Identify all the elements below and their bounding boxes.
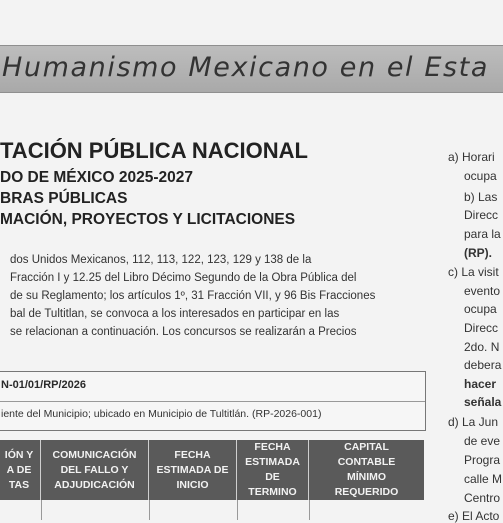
right-line: Direcc	[464, 208, 499, 222]
document-title: TACIÓN PÚBLICA NACIONAL	[0, 138, 308, 163]
paragraph-line-1: dos Unidos Mexicanos, 112, 113, 122, 123, 129 y 138 de la	[10, 254, 312, 266]
header-cell: FECHA ESTIMADA DE TERMINO	[236, 440, 308, 500]
right-line: calle M	[464, 472, 503, 486]
paragraph-line-5: se relacionan a continuación. Los concursos se realizarán a Precios	[10, 326, 357, 338]
banner-slogan: Humanismo Mexicano en el Esta	[2, 52, 489, 83]
subtitle-department: BRAS PÚBLICAS	[0, 190, 128, 207]
table-divider	[237, 500, 238, 520]
right-line: a) Horari	[448, 150, 495, 164]
header-cell: COMUNICACIÓN DEL FALLO Y ADJUDICACIÓN	[40, 440, 148, 500]
right-line: hacer	[464, 377, 497, 391]
right-line: ocupa	[464, 302, 497, 316]
table-header	[0, 440, 424, 500]
reference-number: N-01/01/RP/2026	[1, 379, 86, 391]
subtitle-direction: MACIÓN, PROYECTOS Y LICITACIONES	[0, 211, 296, 228]
right-line: (RP).	[464, 246, 492, 260]
right-line: Direcc	[464, 321, 499, 335]
right-line: Centro	[464, 491, 501, 505]
paragraph-line-3: de su Reglamento; los artículos 1º, 31 Fracción VII, y 96 Bis Fracciones	[10, 290, 376, 302]
right-line: para la	[464, 227, 501, 241]
right-line: 2do. N	[464, 340, 500, 354]
right-line: señala	[464, 395, 502, 409]
paragraph-line-2: Fracción I y 12.25 del Libro Décimo Segundo de la Obra Pública del	[10, 272, 357, 284]
right-line: Progra	[464, 453, 501, 467]
table-divider	[41, 500, 42, 520]
paragraph-line-4: bal de Tultitlan, se convoca a los interesados en participar en las	[10, 308, 340, 320]
reference-box	[0, 371, 426, 431]
header-cell: FECHA ESTIMADA DE INICIO	[148, 440, 236, 500]
right-line: de eve	[464, 434, 501, 448]
table-row	[0, 500, 425, 520]
subtitle-period: DO DE MÉXICO 2025-2027	[0, 169, 193, 186]
header-banner	[0, 45, 503, 93]
table-divider	[309, 500, 310, 520]
right-line: b) Las	[464, 190, 498, 204]
right-line: e) El Acto	[448, 509, 500, 523]
work-description: iente del Municipio; ubicado en Municipio de Tultitlán. (RP-2026-001)	[1, 408, 322, 420]
right-line: ocupa	[464, 169, 497, 183]
table-divider	[149, 500, 150, 520]
right-line: c) La visit	[448, 265, 499, 279]
right-line: debera	[464, 358, 502, 372]
right-line: evento	[464, 284, 501, 298]
header-cell: CAPITAL CONTABLE MÍNIMO REQUERIDO	[308, 440, 424, 500]
right-line: d) La Jun	[448, 415, 499, 429]
header-cell: IÓN Y A DE TAS	[4, 448, 34, 491]
